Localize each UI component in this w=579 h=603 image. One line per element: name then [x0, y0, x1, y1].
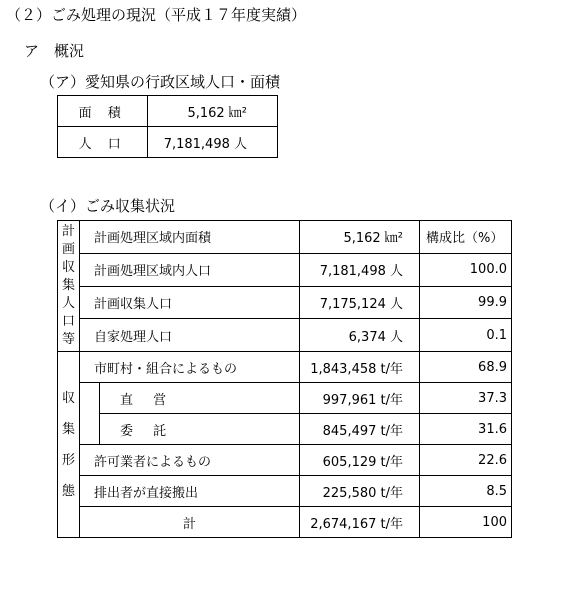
population-value: 7,181,498 人 [148, 127, 278, 158]
collection-form-group-header: 収 集 形 態 [58, 352, 80, 538]
row-pct: 0.1 [420, 319, 512, 352]
indent-cell [80, 383, 100, 445]
subsection-heading: ア 概況 [24, 42, 85, 60]
row-qty: 605,129 t/年 [300, 445, 420, 476]
total-pct: 100 [420, 507, 512, 538]
row-qty: 6,374 人 [300, 319, 420, 352]
area-value: 5,162 ㎞² [148, 96, 278, 127]
pct-header: 構成比（%） [420, 221, 512, 254]
collection-table-title: （イ）ごみ収集状況 [40, 197, 176, 215]
row-qty: 7,175,124 人 [300, 286, 420, 319]
row-qty: 5,162 ㎞² [300, 221, 420, 254]
table-row [58, 507, 512, 538]
row-qty: 845,497 t/年 [300, 414, 420, 445]
table-row [58, 445, 512, 476]
table-row [58, 127, 278, 158]
row-pct: 37.3 [420, 383, 512, 414]
section-heading: （２）ごみ処理の現況（平成１７年度実績） [6, 6, 307, 24]
row-name: 許可業者によるもの [80, 445, 300, 476]
row-qty: 1,843,458 t/年 [300, 352, 420, 383]
planned-population-group-header: 計 画 収 集 人 口 等 [58, 221, 80, 352]
table-row [58, 221, 512, 254]
row-name: 市町村・組合によるもの [80, 352, 300, 383]
row-qty: 997,961 t/年 [300, 383, 420, 414]
row-name: 委 託 [100, 414, 300, 445]
row-pct: 31.6 [420, 414, 512, 445]
table-row [58, 414, 512, 445]
row-pct: 99.9 [420, 286, 512, 319]
row-name: 計画収集人口 [80, 286, 300, 319]
row-name: 自家処理人口 [80, 319, 300, 352]
collection-status-table [57, 220, 512, 538]
row-name: 直 営 [100, 383, 300, 414]
table-row [58, 383, 512, 414]
table-row [58, 352, 512, 383]
table-row [58, 319, 512, 352]
row-pct: 68.9 [420, 352, 512, 383]
table-row [58, 476, 512, 507]
area-table-title: （ア）愛知県の行政区域人口・面積 [40, 73, 281, 91]
row-qty: 7,181,498 人 [300, 253, 420, 286]
row-name: 計画処理区域内面積 [80, 221, 300, 254]
area-label: 面 積 [58, 96, 148, 127]
row-pct: 100.0 [420, 253, 512, 286]
population-label: 人 口 [58, 127, 148, 158]
row-name: 排出者が直接搬出 [80, 476, 300, 507]
table-row [58, 286, 512, 319]
table-row [58, 96, 278, 127]
row-name: 計画処理区域内人口 [80, 253, 300, 286]
area-population-table [57, 95, 278, 158]
row-pct: 22.6 [420, 445, 512, 476]
table-row [58, 253, 512, 286]
total-qty: 2,674,167 t/年 [300, 507, 420, 538]
row-qty: 225,580 t/年 [300, 476, 420, 507]
row-pct: 8.5 [420, 476, 512, 507]
total-label: 計 [80, 507, 300, 538]
